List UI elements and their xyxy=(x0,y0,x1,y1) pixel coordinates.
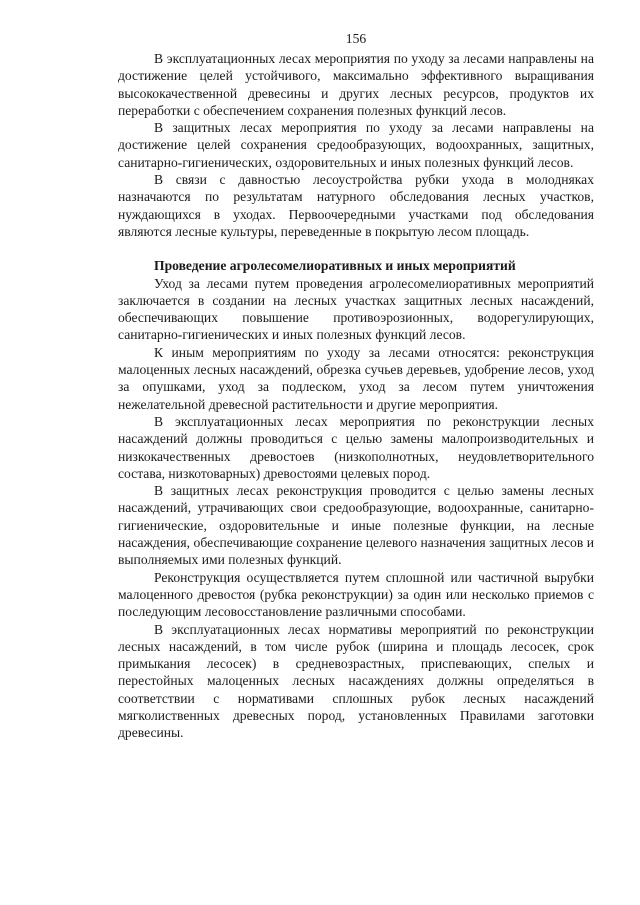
paragraph-reconstruction-method: Реконструкция осуществляется путем сплошной или частичной вырубки малоценного древостоя (рубка реконструкции) за один или несколько приемов с последующим лесовосстановление различными способами. xyxy=(118,569,594,620)
paragraph-reconstruction-norms: В эксплуатационных лесах нормативы мероприятий по реконструкции лесных насаждений, в том числе рубок (ширина и площадь лесосек, срок примыкания лесосек) в средневозрастных, приспевающих, спелых и перестойных малоценных лесных насаждениях должны определяться в соответствии с нормативами сплошных рубок лесных насаждений мягколиственных древесных пород, установленных Правилами заготовки древесины. xyxy=(118,621,594,741)
paragraph-agroforestry-care: Уход за лесами путем проведения агролесомелиоративных мероприятий заключается в создании на лесных участках защитных лесных насаждений, обеспечивающих повышение противоэрозионных, водорегулирующих, санитарно-гигиенических и иных полезных функций лесов. xyxy=(118,275,594,343)
document-page xyxy=(118,30,594,742)
paragraph-reconstruction-exploitation: В эксплуатационных лесах мероприятия по реконструкции лесных насаждений должны проводиться с целью замены малопроизводительных и низкокачественных древостоев (низкополнотных, неудовлетворительного состава, низкотоварных) древостоями целевых пород. xyxy=(118,413,594,481)
section-heading: Проведение агролесомелиоративных и иных мероприятий xyxy=(154,258,516,274)
paragraph-protective-forests-care: В защитных лесах мероприятия по уходу за лесами направлены на достижение целей сохранения средообразующих, водоохранных, защитных, санитарно-гигиенических, оздоровительных и иных полезных функций лесов. xyxy=(118,120,594,170)
paragraph-reconstruction-protective: В защитных лесах реконструкция проводится с целью замены лесных насаждений, утрачивающих свои средообразующие, водоохранные, санитарно-гигиенические, оздоровительные и иные полезные функции, на лесные насаждения, обеспечивающие сохранение целевого назначения защитных лесов и выполняемых ими полезных функций. xyxy=(118,483,594,568)
page-number: 156 xyxy=(345,31,367,46)
paragraph-other-measures: К иным мероприятиям по уходу за лесами относятся: реконструкция малоценных лесных насаждений, обрезка сучьев деревьев, удобрение лесов, уход за опушками, уход за подлеском, уход за лесом путем уничтожения нежелательной древесной растительности и другие мероприятия. xyxy=(118,344,594,412)
paragraph-exploitation-forests-care: В эксплуатационных лесах мероприятия по уходу за лесами направлены на достижение целей устойчивого, максимально эффективного выращивания высококачественной древесины и других лесных ресурсов, продуктов их переработки с обеспечением сохранения полезных функций лесов. xyxy=(118,51,594,118)
paragraph-young-stands-thinning: В связи с давностью лесоустройства рубки ухода в молодняках назначаются по результатам натурного обследования лесных участков, нуждающихся в уходах. Первоочередными участками под обследования являются лесные культуры, переведенные в покрытую лесом площадь. xyxy=(118,172,594,239)
